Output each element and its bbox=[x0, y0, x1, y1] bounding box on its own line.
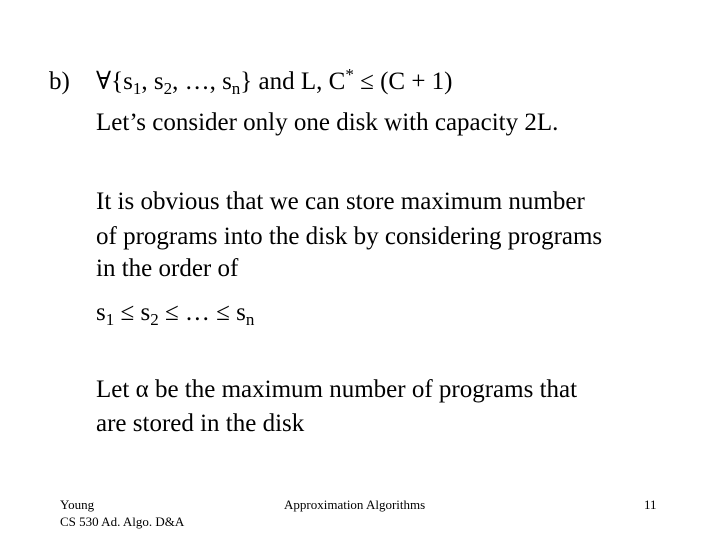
inequality: ≤ (C + 1) bbox=[353, 68, 453, 95]
page-number: 11 bbox=[644, 497, 657, 512]
order-subscript-1: 1 bbox=[105, 310, 115, 329]
set-close-and-l: } and L, C bbox=[240, 68, 346, 95]
alpha-definition-text: be the maximum number of programs that bbox=[148, 376, 578, 403]
order-s2: ≤ s bbox=[114, 299, 151, 326]
forall-symbol: ∀ bbox=[96, 68, 112, 95]
let-text: Let bbox=[96, 376, 136, 403]
paragraph-line: It is obvious that we can store maximum number bbox=[96, 188, 585, 215]
subscript-1: 1 bbox=[132, 79, 142, 98]
set-definition-line bbox=[96, 67, 453, 97]
order-sn: ≤ … ≤ s bbox=[158, 299, 246, 326]
set-comma-1: , s bbox=[141, 68, 164, 95]
footer-title: Approximation Algorithms bbox=[284, 497, 426, 512]
disk-capacity-line: Let’s consider only one disk with capacity 2L. bbox=[96, 109, 559, 136]
paragraph-line: in the order of bbox=[96, 255, 239, 282]
alpha-symbol: α bbox=[135, 376, 149, 403]
set-open: {s bbox=[111, 68, 133, 95]
paragraph-line: of programs into the disk by considering programs bbox=[96, 223, 603, 250]
superscript-star: * bbox=[345, 65, 354, 84]
subscript-2: 2 bbox=[163, 79, 173, 98]
order-subscript-2: 2 bbox=[150, 310, 159, 329]
order-subscript-n: n bbox=[245, 310, 255, 329]
set-ellipsis: , …, s bbox=[172, 68, 232, 95]
footer-author: Young bbox=[60, 497, 95, 512]
item-label: b) bbox=[49, 68, 70, 95]
alpha-definition-line-2: are stored in the disk bbox=[96, 410, 305, 437]
order-s1: s bbox=[96, 299, 106, 326]
footer-course: CS 530 Ad. Algo. D&A bbox=[60, 514, 185, 529]
ordering-line bbox=[96, 298, 254, 328]
subscript-n: n bbox=[231, 79, 241, 98]
alpha-definition-line bbox=[96, 375, 577, 405]
